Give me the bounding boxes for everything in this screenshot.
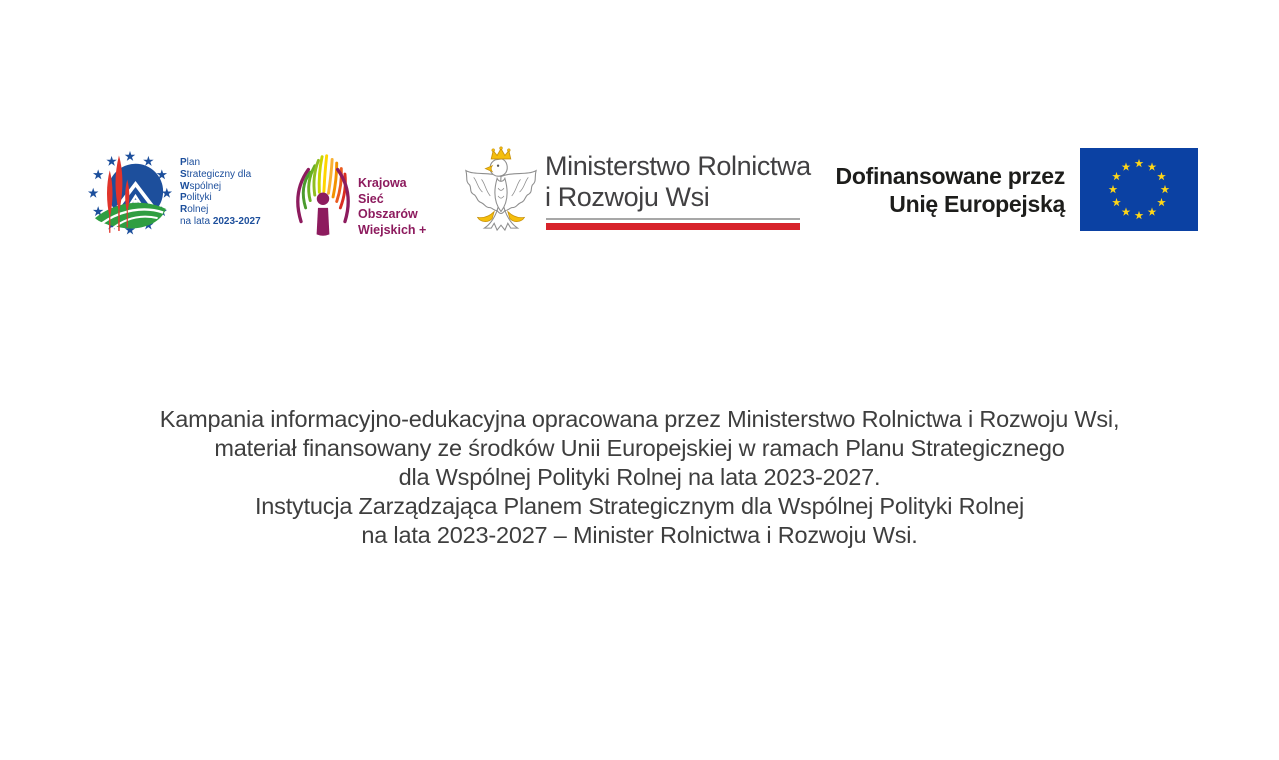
paragraph-line: Kampania informacyjno-edukacyjna opracowana przez Ministerstwo Rolnictwa i Rozwoju Wsi, <box>159 406 1120 432</box>
pswpr-text-line: Rolnej <box>180 204 209 216</box>
eu-funding-line: Dofinansowane przez <box>835 163 1065 189</box>
ministry-name-text <box>545 151 845 213</box>
pswpr-logo-text <box>180 157 270 228</box>
pswpr-text-line: Strategiczny dla <box>180 168 252 180</box>
ksow-text-line: Wiejskich + <box>358 222 427 237</box>
paragraph-line: Instytucja Zarządzająca Planem Strategicznym dla Wspólnej Polityki Rolnej <box>254 493 1025 519</box>
ksow-logo-text <box>358 176 448 238</box>
pswpr-logo-icon <box>84 150 176 242</box>
polish-eagle-icon <box>462 144 540 244</box>
eu-funding-text <box>820 162 1065 218</box>
paragraph-line: materiał finansowany ze środków Unii Europejskiej w ramach Planu Strategicznego <box>214 435 1065 461</box>
ministry-name-line: Ministerstwo Rolnictwa <box>545 151 811 181</box>
paragraph-line: na lata 2023-2027 – Minister Rolnictwa i Rozwoju Wsi. <box>361 522 918 548</box>
pswpr-text-line: Wspólnej <box>180 180 222 192</box>
disclaimer-paragraph <box>0 405 1279 550</box>
ksow-text-line: Sieć <box>358 191 384 206</box>
logo-row <box>0 0 1279 280</box>
paragraph-line: dla Wspólnej Polityki Rolnej na lata 2023-2027. <box>398 464 881 490</box>
eu-flag-icon <box>1080 148 1198 231</box>
pswpr-text-line: Polityki <box>180 192 212 204</box>
stripe-red-bar <box>546 223 800 230</box>
poland-flag-stripe <box>546 218 800 230</box>
ministry-name-line: i Rozwoju Wsi <box>545 182 710 212</box>
pswpr-text-line: na lata 2023-2027 <box>180 215 261 227</box>
pswpr-text-line: Plan <box>180 157 201 168</box>
eu-funding-line: Unię Europejską <box>889 191 1065 217</box>
ksow-text-line: Krajowa <box>358 176 407 190</box>
ksow-logo-icon <box>291 146 355 246</box>
ksow-text-line: Obszarów <box>358 207 418 221</box>
